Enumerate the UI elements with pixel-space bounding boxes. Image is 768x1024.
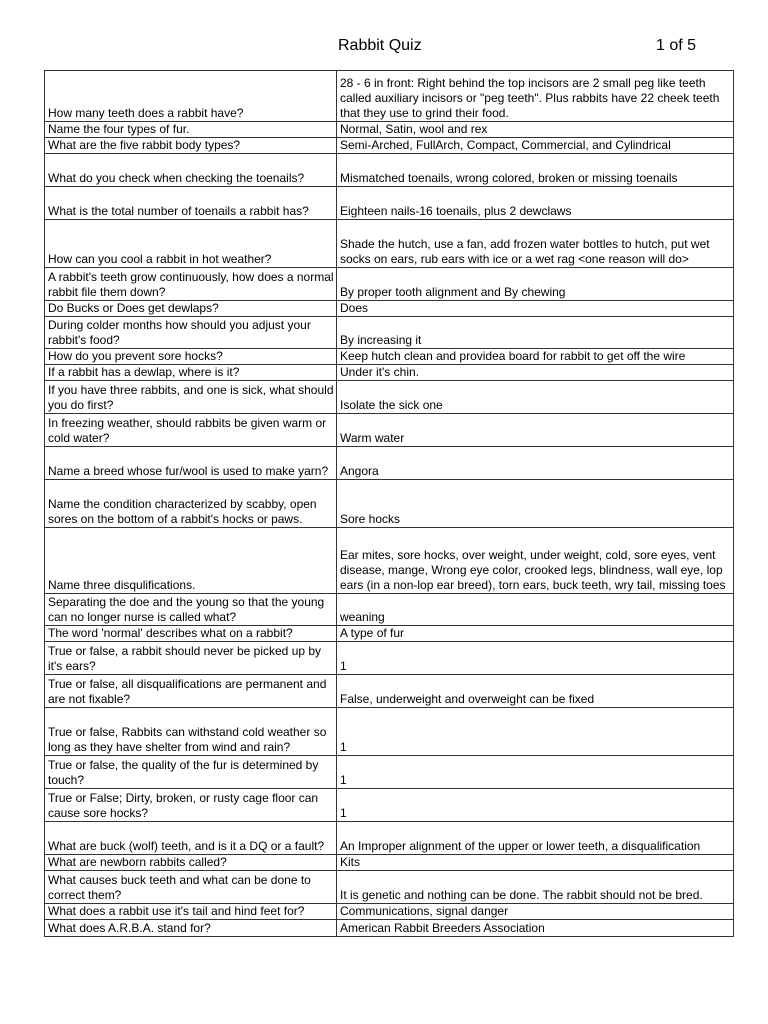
question-cell: Name the condition characterized by scabby, open sores on the bottom of a rabbit's hocks or paws.	[45, 480, 337, 528]
question-cell: Name a breed whose fur/wool is used to make yarn?	[45, 447, 337, 480]
answer-cell: Angora	[337, 447, 734, 480]
table-row	[45, 187, 734, 220]
table-row	[45, 789, 734, 822]
table-row	[45, 122, 734, 138]
question-cell: What is the total number of toenails a rabbit has?	[45, 187, 337, 220]
page-title: Rabbit Quiz	[338, 37, 422, 54]
question-cell: What are newborn rabbits called?	[45, 855, 337, 871]
answer-cell: Mismatched toenails, wrong colored, broken or missing toenails	[337, 154, 734, 187]
table-row	[45, 594, 734, 626]
answer-cell: It is genetic and nothing can be done. The rabbit should not be bred.	[337, 871, 734, 904]
table-row	[45, 138, 734, 154]
table-row	[45, 675, 734, 708]
answer-cell: 1	[337, 642, 734, 675]
answer-cell: Warm water	[337, 414, 734, 447]
question-cell: True or False; Dirty, broken, or rusty cage floor can cause sore hocks?	[45, 789, 337, 822]
quiz-table-body	[45, 71, 734, 937]
answer-cell: By proper tooth alignment and By chewing	[337, 268, 734, 301]
answer-cell: 1	[337, 789, 734, 822]
page-number: 1 of 5	[656, 37, 697, 54]
answer-cell: An Improper alignment of the upper or lower teeth, a disqualification	[337, 822, 734, 855]
question-cell: What are the five rabbit body types?	[45, 138, 337, 154]
answer-cell: Isolate the sick one	[337, 381, 734, 414]
question-cell: True or false, all disqualifications are permanent and are not fixable?	[45, 675, 337, 708]
answer-cell: 1	[337, 756, 734, 789]
table-row	[45, 71, 734, 122]
table-row	[45, 381, 734, 414]
answer-cell: Does	[337, 301, 734, 317]
question-cell: Do Bucks or Does get dewlaps?	[45, 301, 337, 317]
answer-cell: Normal, Satin, wool and rex	[337, 122, 734, 138]
answer-cell: Ear mites, sore hocks, over weight, under weight, cold, sore eyes, vent disease, mange, Wrong eye color, crooked legs, blindness, wall eye, lop ears (in a non-lop ear breed), torn ears, buck teeth, wry tail, missing toes	[337, 528, 734, 594]
table-row	[45, 871, 734, 904]
question-cell: In freezing weather, should rabbits be given warm or cold water?	[45, 414, 337, 447]
question-cell: What does a rabbit use it's tail and hind feet for?	[45, 904, 337, 920]
answer-cell: Semi-Arched, FullArch, Compact, Commercial, and Cylindrical	[337, 138, 734, 154]
question-cell: What are buck (wolf) teeth, and is it a DQ or a fault?	[45, 822, 337, 855]
table-row	[45, 349, 734, 365]
question-cell: The word 'normal' describes what on a rabbit?	[45, 626, 337, 642]
answer-cell: Eighteen nails-16 toenails, plus 2 dewclaws	[337, 187, 734, 220]
question-cell: During colder months how should you adjust your rabbit's food?	[45, 317, 337, 349]
table-row	[45, 920, 734, 937]
table-row	[45, 301, 734, 317]
question-cell: A rabbit's teeth grow continuously, how does a normal rabbit file them down?	[45, 268, 337, 301]
table-row	[45, 528, 734, 594]
question-cell: What causes buck teeth and what can be done to correct them?	[45, 871, 337, 904]
question-cell: What do you check when checking the toenails?	[45, 154, 337, 187]
answer-cell: Sore hocks	[337, 480, 734, 528]
table-row	[45, 268, 734, 301]
answer-cell: Communications, signal danger	[337, 904, 734, 920]
table-row	[45, 904, 734, 920]
question-cell: How can you cool a rabbit in hot weather?	[45, 220, 337, 268]
question-cell: Name the four types of fur.	[45, 122, 337, 138]
table-row	[45, 154, 734, 187]
question-cell: True or false, Rabbits can withstand cold weather so long as they have shelter from wind and rain?	[45, 708, 337, 756]
question-cell: True or false, a rabbit should never be picked up by it's ears?	[45, 642, 337, 675]
question-cell: How many teeth does a rabbit have?	[45, 71, 337, 122]
table-row	[45, 626, 734, 642]
answer-cell: 28 - 6 in front: Right behind the top incisors are 2 small peg like teeth called auxiliary incisors or "peg teeth". Plus rabbits have 22 cheek teeth that they use to grind their food.	[337, 71, 734, 122]
answer-cell: Keep hutch clean and providea board for rabbit to get off the wire	[337, 349, 734, 365]
question-cell: Separating the doe and the young so that the young can no longer nurse is called what?	[45, 594, 337, 626]
answer-cell: False, underweight and overweight can be fixed	[337, 675, 734, 708]
answer-cell: Kits	[337, 855, 734, 871]
answer-cell: American Rabbit Breeders Association	[337, 920, 734, 937]
table-row	[45, 447, 734, 480]
table-row	[45, 708, 734, 756]
answer-cell: 1	[337, 708, 734, 756]
table-row	[45, 822, 734, 855]
table-row	[45, 220, 734, 268]
question-cell: If a rabbit has a dewlap, where is it?	[45, 365, 337, 381]
question-cell: How do you prevent sore hocks?	[45, 349, 337, 365]
question-cell: True or false, the quality of the fur is determined by touch?	[45, 756, 337, 789]
question-cell: What does A.R.B.A. stand for?	[45, 920, 337, 937]
answer-cell: weaning	[337, 594, 734, 626]
answer-cell: By increasing it	[337, 317, 734, 349]
answer-cell: Under it's chin.	[337, 365, 734, 381]
table-row	[45, 365, 734, 381]
question-cell: Name three disqulifications.	[45, 528, 337, 594]
answer-cell: Shade the hutch, use a fan, add frozen water bottles to hutch, put wet socks on ears, rub ears with ice or a wet rag <one reason will do>	[337, 220, 734, 268]
table-row	[45, 756, 734, 789]
table-row	[45, 480, 734, 528]
table-row	[45, 642, 734, 675]
answer-cell: A type of fur	[337, 626, 734, 642]
table-row	[45, 414, 734, 447]
table-row	[45, 855, 734, 871]
table-row	[45, 317, 734, 349]
quiz-table	[44, 70, 734, 937]
question-cell: If you have three rabbits, and one is sick, what should you do first?	[45, 381, 337, 414]
